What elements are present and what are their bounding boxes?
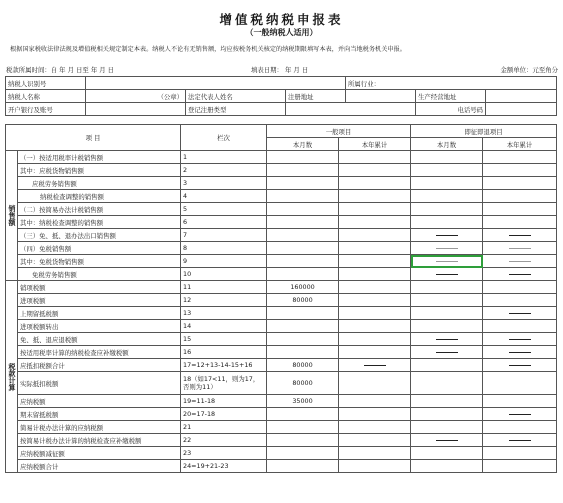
cell-value: 160000 [290,283,315,291]
refund-ytd-cell [483,434,557,447]
row-item-label: 其中：应税货物销售额 [18,164,181,177]
row-line-number: 9 [181,255,267,268]
row-line-number: 18（如17<11，则为17，否则为11） [181,372,267,395]
refund-ytd-cell[interactable] [483,151,557,164]
line-column-header: 栏次 [181,125,267,151]
refund-ytd-cell[interactable] [483,294,557,307]
table-row [6,268,557,281]
general-items-header: 一般项目 [267,125,411,138]
row-line-number: 8 [181,242,267,255]
row-line-number: 11 [181,281,267,294]
row-item-label: 进项税额 [18,294,181,307]
seal-label: （公章） [157,92,183,101]
taxpayer-id-label: 纳税人识别号 [6,77,86,90]
row-item-label: 应纳税额合计 [18,460,181,473]
row-item-label: 免税劳务销售额 [18,268,181,281]
row-line-number: 23 [181,447,267,460]
meta-row [6,65,558,75]
reg-type-label: 登记注册类型 [186,103,286,116]
general-this-month-cell[interactable] [267,294,339,307]
industry-field[interactable] [346,77,557,90]
general-ytd-cell[interactable] [339,460,411,473]
table-row [6,372,557,395]
row-item-label: （二）按简易办法计税销售额 [18,203,181,216]
general-ytd-cell[interactable] [339,164,411,177]
refund-ytd-cell [483,255,557,268]
general-this-month-cell[interactable] [267,359,339,372]
refund-this-month-cell [411,242,483,255]
industry-label: 所属行业： [348,79,380,88]
reg-type-field[interactable] [286,103,416,116]
cell-value: 35000 [292,397,313,405]
row-line-number: 2 [181,164,267,177]
refund-ytd-cell[interactable] [483,190,557,203]
row-line-number: 15 [181,333,267,346]
general-this-month-cell[interactable] [267,229,339,242]
not-applicable-dash [436,440,458,441]
table-row [6,307,557,320]
section-sales-label: 销售额 [6,151,18,281]
table-row [6,333,557,346]
not-applicable-dash [509,274,531,275]
refund-this-month-cell [411,229,483,242]
table-row [6,460,557,473]
table-row [6,421,557,434]
general-ytd-cell[interactable] [339,242,411,255]
bank-account-field[interactable] [86,103,186,116]
general-ytd-cell[interactable] [339,255,411,268]
general-this-month-cell[interactable] [267,408,339,421]
refund-ytd-cell[interactable] [483,460,557,473]
general-ytd-cell[interactable] [339,294,411,307]
refund-this-month-cell[interactable] [411,447,483,460]
not-applicable-dash [436,235,458,236]
general-this-month-cell[interactable] [267,151,339,164]
general-ytd-cell[interactable] [339,190,411,203]
general-this-month-cell[interactable] [267,190,339,203]
general-ytd-cell[interactable] [339,421,411,434]
general-ytd-cell[interactable] [339,268,411,281]
table-row [6,281,557,294]
row-line-number: 1 [181,151,267,164]
row-item-label: 纳税检查调整的销售额 [18,190,181,203]
refund-ytd-cell [483,229,557,242]
general-this-month-cell[interactable] [267,307,339,320]
refund-ytd-header: 本年累计 [483,138,557,151]
refund-this-month-cell[interactable] [411,151,483,164]
table-row [6,359,557,372]
row-item-label: 应纳税额 [18,395,181,408]
table-row [6,255,557,268]
not-applicable-dash [509,261,531,262]
row-line-number: 17=12+13-14-15+16 [181,359,267,372]
general-ytd-cell[interactable] [339,203,411,216]
table-row [6,447,557,460]
row-item-label: 应抵扣税额合计 [18,359,181,372]
refund-ytd-cell[interactable] [483,395,557,408]
refund-ytd-cell [483,268,557,281]
refund-ytd-cell[interactable] [483,421,557,434]
general-ytd-cell[interactable] [339,307,411,320]
row-line-number: 10 [181,268,267,281]
general-ytd-cell[interactable] [339,216,411,229]
not-applicable-dash [436,339,458,340]
phone-field[interactable] [486,103,557,116]
refund-this-month-cell[interactable] [411,190,483,203]
row-line-number: 5 [181,203,267,216]
table-row [6,229,557,242]
row-item-label: 进项税额转出 [18,320,181,333]
general-ytd-cell[interactable] [339,151,411,164]
not-applicable-dash [509,365,531,366]
cell-value: 80000 [292,361,313,369]
row-line-number: 12 [181,294,267,307]
general-this-month-header: 本月数 [267,138,339,151]
table-row [6,151,557,164]
refund-this-month-cell[interactable] [411,320,483,333]
row-item-label: 其中：纳税检查调整的销售额 [18,216,181,229]
refund-this-month-cell [411,268,483,281]
table-row [6,294,557,307]
general-ytd-header: 本年累计 [339,138,411,151]
section-tax-label: 税款计算 [6,281,18,473]
row-line-number: 6 [181,216,267,229]
refund-this-month-cell[interactable] [411,460,483,473]
refund-this-month-cell [411,434,483,447]
seal-field[interactable] [86,90,186,103]
table-row [6,408,557,421]
refund-this-month-cell[interactable] [411,177,483,190]
general-ytd-cell [339,359,411,372]
refund-this-month-cell [411,255,483,268]
not-applicable-dash [509,235,531,236]
general-this-month-cell[interactable] [267,281,339,294]
not-applicable-dash [509,352,531,353]
row-line-number: 16 [181,346,267,359]
general-this-month-cell[interactable] [267,372,339,395]
refund-this-month-cell[interactable] [411,203,483,216]
table-row [6,320,557,333]
general-this-month-cell[interactable] [267,460,339,473]
refund-ytd-cell [483,242,557,255]
refund-ytd-cell[interactable] [483,203,557,216]
not-applicable-dash [509,313,531,314]
taxpayer-name-label: 纳税人名称 [6,90,86,103]
table-row [6,216,557,229]
not-applicable-dash [436,248,458,249]
item-column-header: 项 目 [6,125,181,151]
row-line-number: 22 [181,434,267,447]
fill-date-label: 填表日期： 年 月 日 [251,66,309,74]
reg-address-field[interactable] [346,90,416,103]
row-item-label: 期末留抵税额 [18,408,181,421]
row-line-number: 19=11-18 [181,395,267,408]
row-item-label: （一）按适用税率计税销售额 [18,151,181,164]
general-this-month-cell[interactable] [267,203,339,216]
refund-ytd-cell[interactable] [483,372,557,395]
row-line-number: 14 [181,320,267,333]
row-item-label: 实际抵扣税额 [18,372,181,395]
refund-ytd-cell [483,346,557,359]
general-this-month-cell[interactable] [267,255,339,268]
refund-ytd-cell[interactable] [483,177,557,190]
general-ytd-cell[interactable] [339,434,411,447]
refund-ytd-cell [483,307,557,320]
row-line-number: 13 [181,307,267,320]
table-row [6,346,557,359]
refund-ytd-cell [483,333,557,346]
row-line-number: 24=19+21-23 [181,460,267,473]
general-this-month-cell[interactable] [267,216,339,229]
not-applicable-dash [509,440,531,441]
cell-value: 80000 [292,296,313,304]
row-line-number: 21 [181,421,267,434]
table-row [6,395,557,408]
biz-address-field[interactable] [486,90,557,103]
general-this-month-cell[interactable] [267,421,339,434]
not-applicable-dash [436,352,458,353]
not-applicable-dash [436,274,458,275]
table-row [6,190,557,203]
declaration-table [5,124,557,473]
refund-this-month-cell[interactable] [411,294,483,307]
form-subtitle: （一般纳税人适用） [245,28,318,37]
general-ytd-cell[interactable] [339,320,411,333]
general-this-month-cell[interactable] [267,395,339,408]
cell-value: 80000 [292,379,313,387]
phone-label: 电话号码 [416,103,486,116]
row-line-number: 7 [181,229,267,242]
row-item-label: 免、抵、退应退税额 [18,333,181,346]
bank-account-label: 开户银行及账号 [6,103,86,116]
not-applicable-dash [436,261,458,262]
general-this-month-cell[interactable] [267,434,339,447]
general-this-month-cell[interactable] [267,177,339,190]
refund-items-header: 即征即退项目 [411,125,557,138]
refund-ytd-cell[interactable] [483,447,557,460]
not-applicable-dash [509,248,531,249]
general-ytd-cell[interactable] [339,346,411,359]
general-ytd-cell[interactable] [339,447,411,460]
table-row [6,164,557,177]
row-item-label: 其中：免税货物销售额 [18,255,181,268]
general-this-month-cell[interactable] [267,164,339,177]
general-this-month-cell[interactable] [267,268,339,281]
taxpayer-id-field[interactable] [86,77,346,90]
general-ytd-cell[interactable] [339,333,411,346]
general-ytd-cell[interactable] [339,177,411,190]
not-applicable-dash [509,339,531,340]
form-intro: 根据国家税收法律法规及增值税相关规定制定本表。纳税人不论有无销售额，均应按税务机关核定的纳税期限填写本表，并向当地税务机关申报。 [10,46,406,53]
row-item-label: 上期留抵税额 [18,307,181,320]
refund-ytd-cell[interactable] [483,216,557,229]
refund-ytd-cell [483,408,557,421]
general-this-month-cell[interactable] [267,320,339,333]
row-item-label: 销项税额 [18,281,181,294]
row-item-label: （三）免、抵、退办法出口销售额 [18,229,181,242]
general-this-month-cell[interactable] [267,346,339,359]
refund-this-month-cell[interactable] [411,421,483,434]
biz-address-label: 生产经营地址 [416,90,486,103]
refund-ytd-cell[interactable] [483,164,557,177]
row-item-label: 简易计税办法计算的应纳税额 [18,421,181,434]
refund-this-month-cell[interactable] [411,216,483,229]
refund-this-month-cell[interactable] [411,408,483,421]
general-ytd-cell[interactable] [339,229,411,242]
form-title: 增值税纳税申报表 [219,12,344,27]
reg-address-label: 注册地址 [286,90,346,103]
refund-this-month-cell[interactable] [411,281,483,294]
general-ytd-cell[interactable] [339,372,411,395]
not-applicable-dash [364,365,386,366]
tax-period-label: 税款所属时间：自 年 月 日至 年 月 日 [6,66,115,74]
refund-ytd-cell [483,359,557,372]
table-row [6,203,557,216]
refund-this-month-cell[interactable] [411,307,483,320]
row-item-label: 按简易计税办法计算的纳税检查应补缴税额 [18,434,181,447]
row-item-label: 应纳税额减征额 [18,447,181,460]
refund-this-month-cell [411,346,483,359]
refund-this-month-cell[interactable] [411,164,483,177]
row-item-label: （四）免税销售额 [18,242,181,255]
row-line-number: 3 [181,177,267,190]
taxpayer-info-table [5,76,557,116]
row-item-label: 应税劳务销售额 [18,177,181,190]
refund-this-month-cell[interactable] [411,359,483,372]
general-this-month-cell[interactable] [267,447,339,460]
general-this-month-cell[interactable] [267,242,339,255]
refund-ytd-cell[interactable] [483,320,557,333]
amount-unit-label: 金额单位：元至角分 [500,66,558,74]
general-ytd-cell[interactable] [339,395,411,408]
refund-this-month-cell[interactable] [411,372,483,395]
row-line-number: 20=17-18 [181,408,267,421]
general-this-month-cell[interactable] [267,333,339,346]
refund-this-month-cell[interactable] [411,395,483,408]
table-row [6,242,557,255]
row-item-label: 按适用税率计算的纳税检查应补缴税额 [18,346,181,359]
refund-this-month-cell [411,333,483,346]
refund-ytd-cell[interactable] [483,281,557,294]
table-row [6,177,557,190]
row-line-number: 4 [181,190,267,203]
table-row [6,434,557,447]
general-ytd-cell[interactable] [339,281,411,294]
refund-this-month-header: 本月数 [411,138,483,151]
legal-rep-label: 法定代表人姓名 [186,90,286,103]
general-ytd-cell[interactable] [339,408,411,421]
not-applicable-dash [509,414,531,415]
